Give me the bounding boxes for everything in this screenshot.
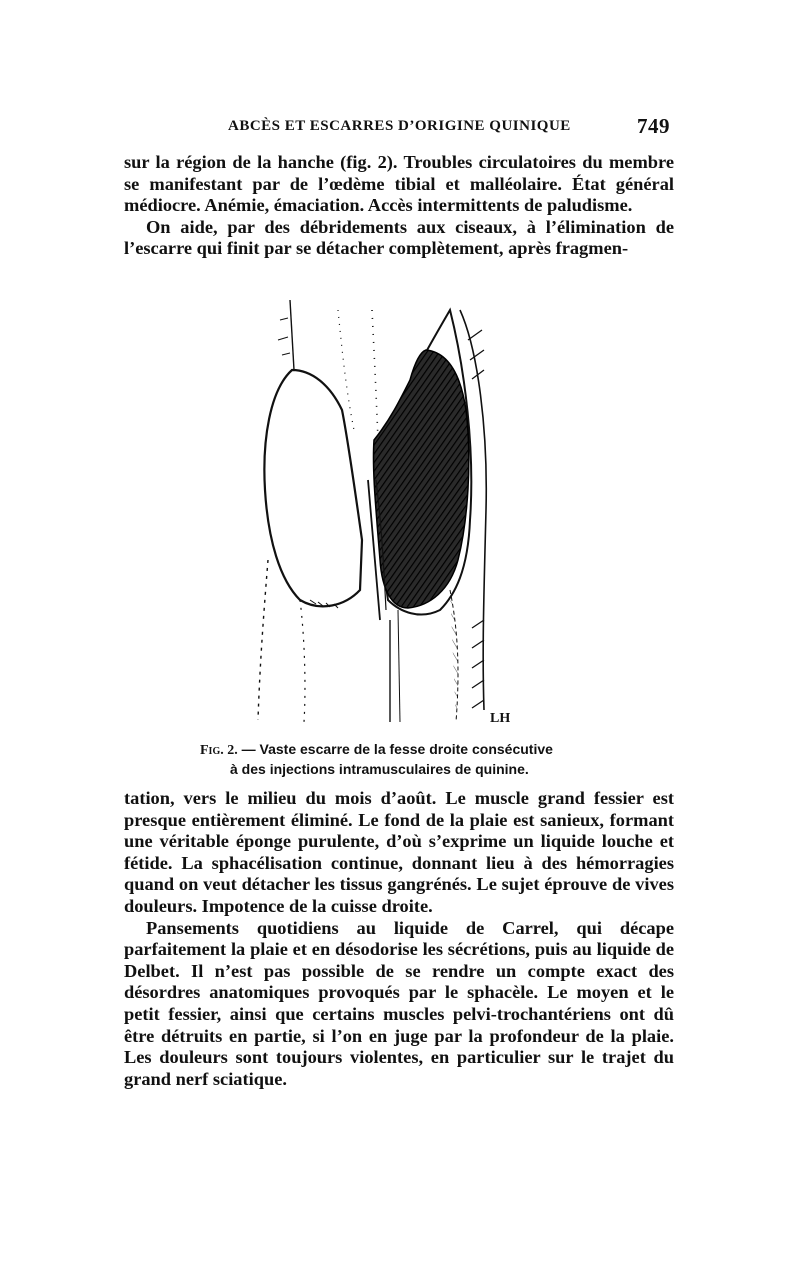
illustrator-signature: LH (490, 711, 510, 726)
paragraph: Pansements quotidiens au liquide de Carrel, qui décape parfaitement la plaie et en désodorise les sécrétions, puis au liquide de Delbet. Il n’est pas possible de se rendre un compte exact des désordres anatomiques provoqués par le sphacèle. Le moyen et le petit fessier, ainsi que certains muscles pelvi-trochantériens ont dû être détruits en partie, si l’on en juge par la profondeur de la plaie. Les douleurs sont toujours violentes, en particulier sur le trajet du grand nerf sciatique. (124, 917, 674, 1089)
page-number: 749 (637, 114, 670, 138)
paragraph: tation, vers le milieu du mois d’août. Le muscle grand fessier est presque entièrement éliminé. Le fond de la plaie est sanieux, formant une véritable éponge purulente, d’où s’exprime un liquide louche et fétide. La sphacélisation continue, donnant lieu à des hémorragies quand on veut détacher les tissus gangrénés. Le sujet éprouve de vives douleurs. Impotence de la cuisse droite. (124, 788, 674, 916)
text-block-bottom (124, 788, 674, 1090)
running-head-title: ABCÈS ET ESCARRES D’ORIGINE QUINIQUE (228, 118, 571, 134)
caption-line-1: — Vaste escarre de la fesse droite consécutive (241, 741, 553, 757)
paragraph: On aide, par des débridements aux ciseaux, à l’élimination de l’escarre qui finit par se détacher complètement, après fragmen- (124, 216, 674, 259)
running-head (120, 114, 676, 142)
paragraph: sur la région de la hanche (fig. 2). Troubles circulatoires du membre se manifestant par de l’œdème tibial et malléolaire. État général médiocre. Anémie, émaciation. Accès intermittents de paludisme. (124, 152, 674, 216)
figure-caption (200, 740, 620, 779)
figure-illustration (250, 290, 510, 730)
figure-label: Fig. 2. (200, 743, 238, 758)
buttocks-wound-drawing (250, 290, 510, 730)
text-block-top (124, 152, 674, 260)
caption-line-2: à des injections intramusculaires de quinine. (230, 761, 529, 777)
